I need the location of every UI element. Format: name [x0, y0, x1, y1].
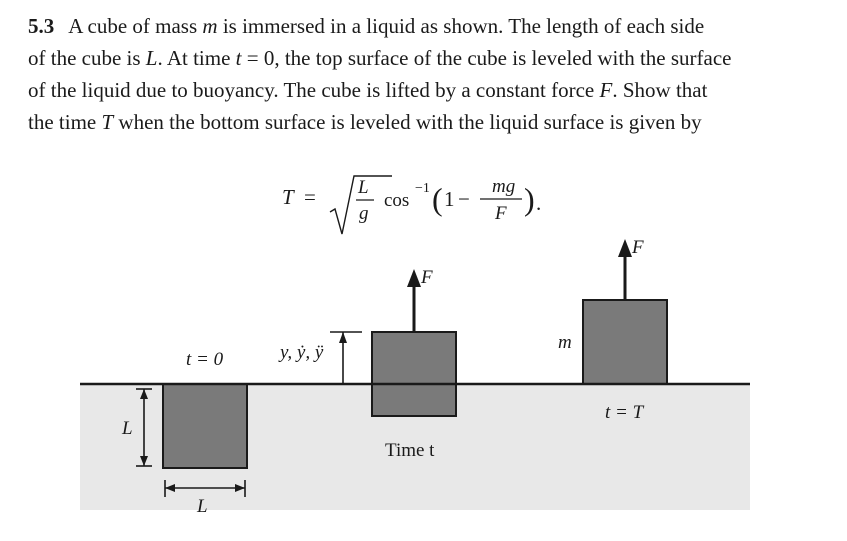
bottom-length-label: L [197, 496, 208, 517]
fraction-denominator: F [495, 203, 507, 224]
text-segment: = 0, the top surface of the cube is leveled with the surface [241, 46, 732, 70]
mass-label: m [558, 332, 572, 353]
force-arrow-head-middle [407, 269, 421, 287]
sqrt-denominator: g [359, 203, 369, 224]
problem-line [28, 74, 828, 106]
math-variable: F [599, 78, 613, 102]
formula-one: 1 [444, 187, 455, 211]
text-segment: the time [28, 110, 102, 134]
formula-minus: − [458, 187, 470, 211]
problem-statement [28, 10, 828, 138]
math-variable: t [235, 46, 242, 70]
math-variable: m [202, 14, 218, 38]
text-segment: . Show that [612, 78, 708, 102]
problem-number: 5.3 [28, 14, 55, 38]
side-length-label: L [122, 418, 133, 439]
force-label-right: F [632, 237, 644, 258]
force-arrow-head-right [618, 239, 632, 257]
displacement-label: y, ẏ, ÿ [280, 342, 324, 363]
buoyancy-diagram [0, 235, 847, 541]
formula-lhs: T [282, 185, 294, 209]
displacement-arrow [339, 332, 347, 343]
problem-line [28, 10, 828, 42]
cube-at-time-t [372, 332, 456, 416]
fraction-numerator: mg [492, 176, 516, 197]
math-variable: T [101, 110, 114, 134]
text-segment: of the cube is [28, 46, 146, 70]
formula-close-paren: ) [524, 181, 535, 217]
problem-line [28, 42, 828, 74]
formula-exponent: −1 [415, 181, 430, 196]
formula-cos: cos [384, 190, 410, 211]
formula [282, 172, 582, 242]
text-segment: A cube of mass [68, 14, 203, 38]
text-segment: of the liquid due to buoyancy. The cube is lifted by a constant force [28, 78, 600, 102]
text-segment: . At time [157, 46, 236, 70]
force-label-middle: F [421, 267, 433, 288]
problem-line [28, 106, 828, 138]
cube-at-t-equals-T [583, 300, 667, 384]
label-time-t: Time t [385, 440, 435, 461]
text-segment: when the bottom surface is leveled with the liquid surface is given by [113, 110, 702, 134]
formula-open-paren: ( [432, 181, 443, 217]
formula-equals: = [304, 185, 316, 209]
formula-period: . [536, 191, 542, 215]
cube-at-t0 [163, 384, 247, 468]
label-t-equals-0: t = 0 [186, 349, 224, 370]
label-t-equals-T: t = T [605, 402, 644, 423]
text-segment: is immersed in a liquid as shown. The length of each side [217, 14, 705, 38]
sqrt-numerator: L [358, 177, 369, 198]
math-variable: L [145, 46, 158, 70]
